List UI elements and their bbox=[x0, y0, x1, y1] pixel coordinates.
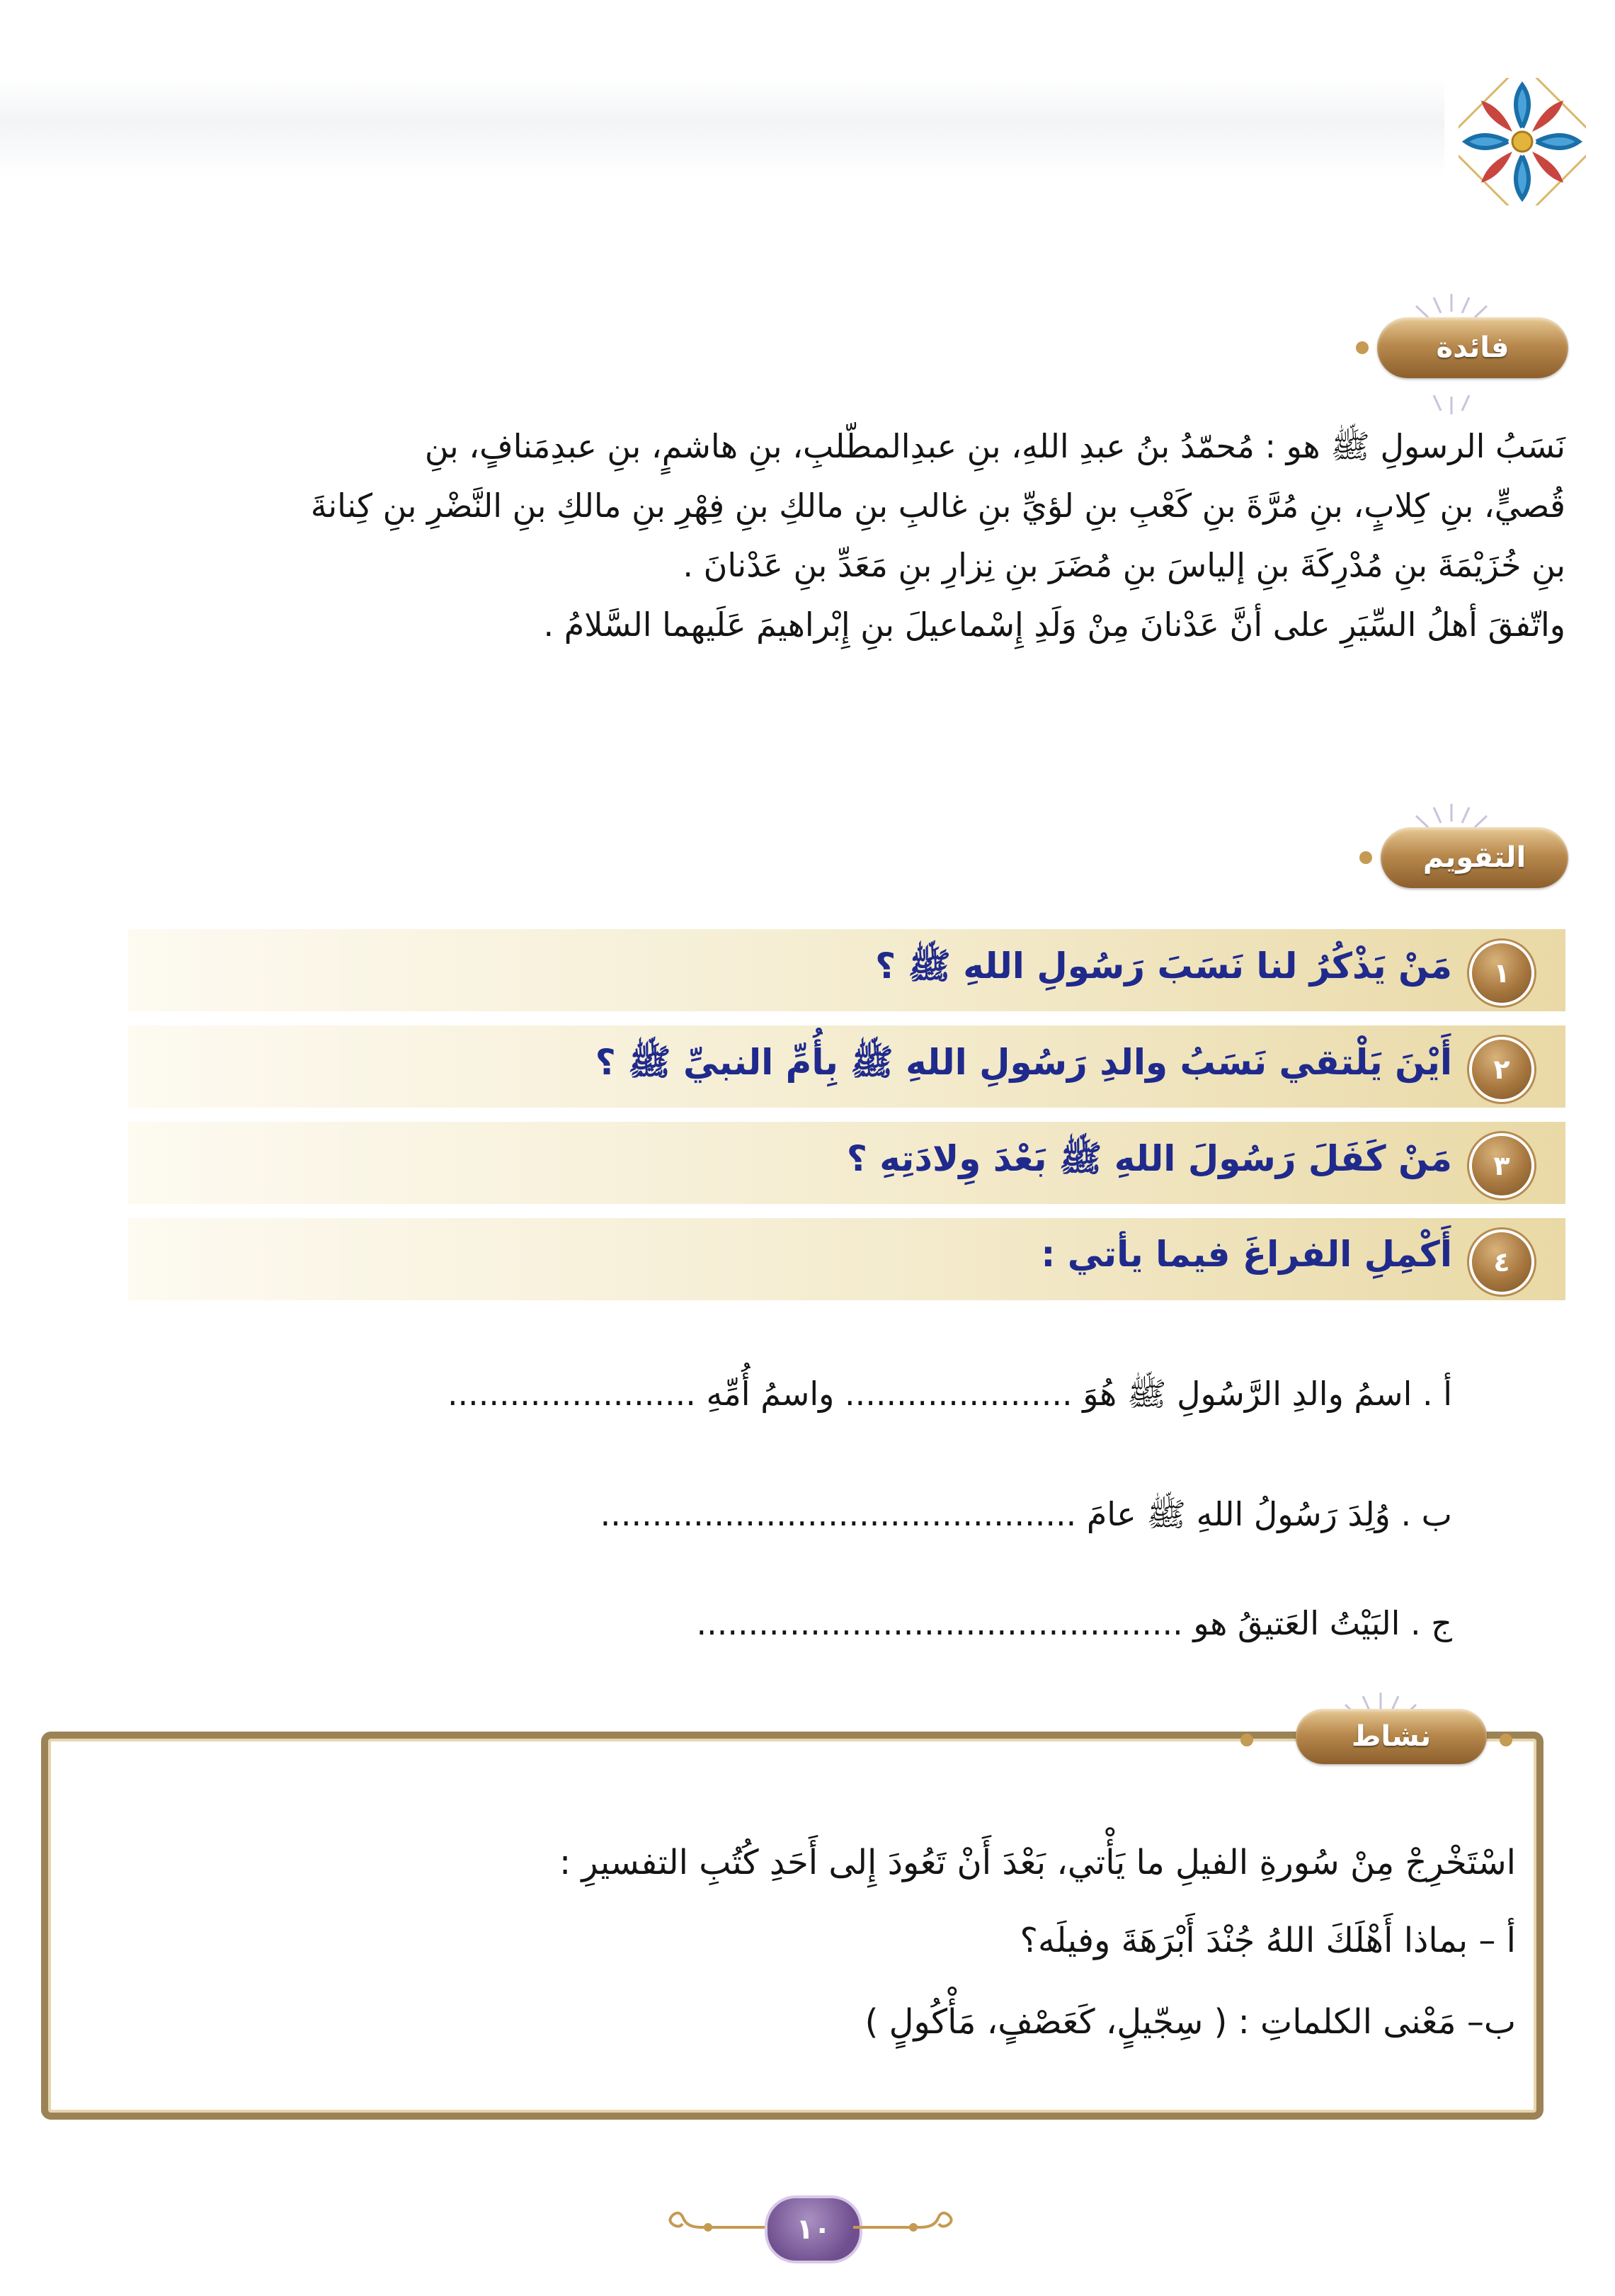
question-text: أَيْنَ يَلْتقي نَسَبُ والدِ رَسُولِ اللهِ ﷺ بِأُمِّ النبيِّ ﷺ ؟ bbox=[595, 1042, 1452, 1083]
fill-blank-item: ج . البَيْتُ العَتيقُ هو ............................................... bbox=[696, 1604, 1452, 1642]
question-text: مَنْ كَفَلَ رَسُولَ اللهِ ﷺ بَعْدَ وِلادَتِهِ ؟ bbox=[846, 1138, 1452, 1179]
taqwim-label: التقويم bbox=[1381, 827, 1568, 888]
activity-instruction: اسْتَخْرِجْ مِنْ سُورةِ الفيلِ ما يَأْتي، بَعْدَ أَنْ تَعُودَ إِلى أَحَدِ كُتُبِ التفسيرِ : bbox=[559, 1843, 1516, 1882]
floral-ornament-icon bbox=[1459, 78, 1586, 205]
footer-ornament-right-icon bbox=[850, 2210, 956, 2245]
faida-label-dot bbox=[1356, 341, 1369, 354]
question-number: ٣ bbox=[1469, 1133, 1534, 1198]
footer-ornament-left-icon bbox=[666, 2210, 772, 2245]
paragraph-line: بنِ خُزَيْمَةَ بنِ مُدْرِكَةَ بنِ إلياسَ بنِ مُضَرَ بنِ نِزارِ بنِ مَعَدِّ بنِ عَدْنانَ . bbox=[683, 546, 1565, 584]
paragraph-line: قُصيٍّ، بنِ كِلابٍ، بنِ مُرَّةَ بنِ كَعْبِ بنِ لؤيِّ بنِ غالبِ بنِ مالكِ بنِ فِهْرِ بنِ مالكِ بنِ النَّضْرِ بنِ كِنانةَ bbox=[310, 487, 1565, 525]
taqwim-label-dot bbox=[1359, 851, 1372, 864]
sparkle-decoration-icon bbox=[1384, 368, 1519, 418]
paragraph-line: نَسَبُ الرسولِ ﷺ هو : مُحمّدُ بنُ عبدِ اللهِ، بنِ عبدِالمطّلبِ، بنِ هاشمٍ، بنِ عبدِمَنافٍ، بنِ bbox=[424, 427, 1565, 465]
question-text: مَنْ يَذْكُرُ لنا نَسَبَ رَسُولِ اللهِ ﷺ ؟ bbox=[875, 945, 1452, 987]
question-number: ١ bbox=[1469, 940, 1534, 1006]
paragraph-line: واتّفقَ أهلُ السِّيَرِ على أنَّ عَدْنانَ مِنْ وَلَدِ إِسْماعيلَ بنِ إِبْراهيمَ عَلَيهما السَّلامُ . bbox=[543, 606, 1565, 644]
question-number: ٤ bbox=[1469, 1229, 1534, 1295]
activity-label-dot bbox=[1500, 1734, 1512, 1746]
question-text: أَكْمِلِ الفراغَ فيما يأتي : bbox=[1041, 1234, 1452, 1275]
faida-label: فائدة bbox=[1377, 317, 1568, 378]
question-number: ٢ bbox=[1469, 1037, 1534, 1102]
lineage-paragraph bbox=[50, 416, 1565, 654]
header-band bbox=[0, 78, 1444, 177]
activity-item: ب– مَعْنى الكلماتِ : ( سِجّيلٍ، كَعَصْفٍ، مَأْكُولٍ ) bbox=[864, 2002, 1516, 2042]
activity-item: أ – بماذا أَهْلَكَ اللهُ جُنْدَ أَبْرَهَةَ وفيلَه؟ bbox=[1020, 1921, 1516, 1960]
fill-blank-item: ب . وُلِدَ رَسُولُ اللهِ ﷺ عامَ .............................................. bbox=[600, 1495, 1452, 1533]
page-number: ١٠ bbox=[765, 2195, 862, 2263]
activity-label-dot bbox=[1240, 1734, 1253, 1746]
fill-blank-item: أ . اسمُ والدِ الرَّسُولِ ﷺ هُوَ ...................... واسمُ أُمِّهِ ........................ bbox=[447, 1375, 1452, 1413]
activity-label: نشاط bbox=[1296, 1709, 1487, 1764]
